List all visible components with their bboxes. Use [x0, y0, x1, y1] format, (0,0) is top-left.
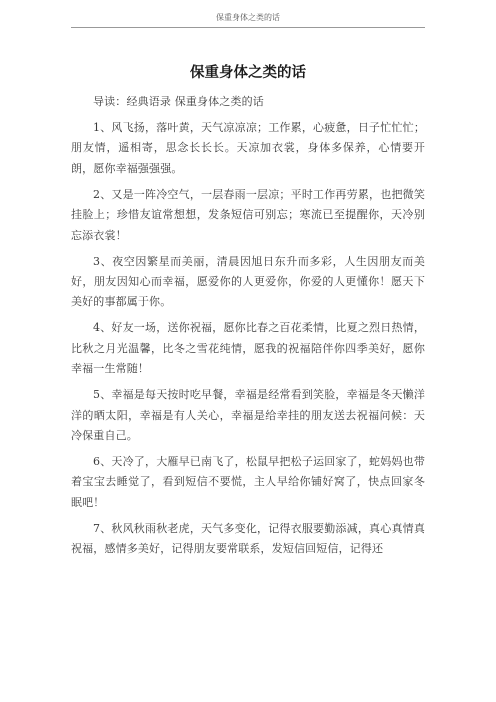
paragraph-5: 5、幸福是每天按时吃早餐，幸福是经常看到笑脸，幸福是冬天懒洋洋的晒太阳，幸福是有人关心，幸福是给幸挂的朋友送去祝福问候：天冷保重自己。 [71, 388, 425, 443]
intro-paragraph: 导读：经典语录 保重身体之类的话 [93, 95, 264, 108]
paragraph-2: 2、又是一阵冷空气，一层春雨一层凉；平时工作再劳累，也把微笑挂脸上；珍惜友谊常想想，发条短信可别忘；寒流已至提醒你，天冷别忘添衣裳！ [71, 187, 425, 242]
paragraph-4: 4、好友一场，送你祝福，愿你比春之百花柔情，比夏之烈日热情，比秋之月光温馨，比冬之雪花纯情，愿我的祝福陪伴你四季美好，愿你幸福一生常随！ [71, 321, 425, 376]
document-title: 保重身体之类的话 [190, 65, 306, 81]
paragraph-1: 1、风飞扬，落叶黄，天气凉凉凉；工作累，心疲惫，日子忙忙忙；朋友情，遥相寄，思念长长长。天凉加衣裳，身体多保养，心情要开朗，愿你幸福强强强。 [71, 121, 425, 175]
document-body [71, 92, 425, 560]
running-header: 保重身体之类的话 [216, 13, 280, 22]
paragraph-7: 7、秋风秋雨秋老虎，天气多变化，记得衣服要勤添减，真心真情真祝福，感情多美好，记得朋友要常联系，发短信回短信，记得还 [71, 521, 425, 556]
paragraph-6: 6、天冷了，大雁早已南飞了，松鼠早把松子运回家了，蛇妈妈也带着宝宝去睡觉了，看到短信不要慌，主人早给你铺好窝了，快点回家冬眠吧！ [71, 455, 425, 509]
paragraph-3: 3、夜空因繁星而美丽，清晨因旭日东升而多彩，人生因朋友而美好，朋友因知心而幸福，愿爱你的人更爱你，你爱的人更懂你！愿天下美好的事都属于你。 [71, 254, 425, 309]
header-divider [71, 27, 425, 28]
